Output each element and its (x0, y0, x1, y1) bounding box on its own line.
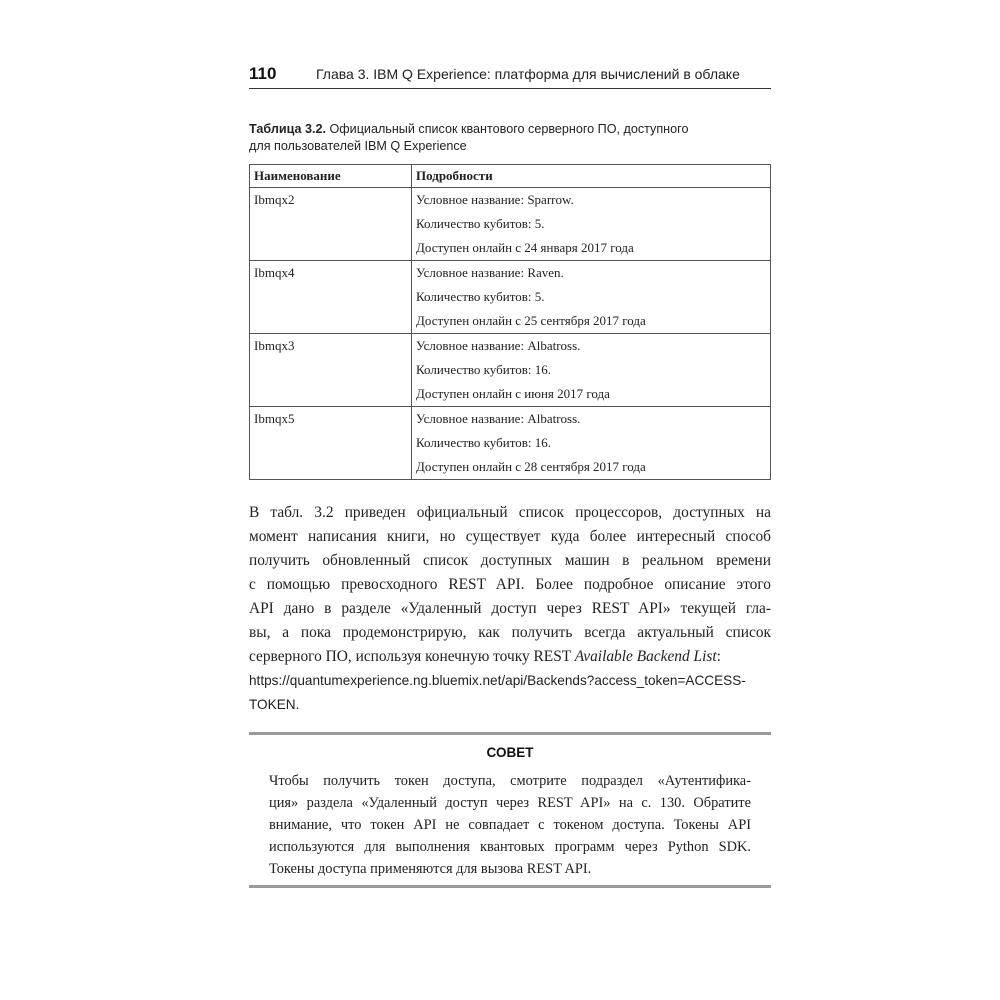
backend-details (412, 261, 771, 334)
endpoint-url-end: TOKEN. (249, 697, 300, 712)
tip-line: Чтобы получить токен доступа, смотрите подраздел «Аутентифика- (269, 773, 751, 789)
tip-line: внимание, что токен API не совпадает с токеном доступа. Токены API (269, 817, 751, 833)
detail-online-date: Доступен онлайн с июня 2017 года (416, 386, 610, 401)
detail-qubits: Количество кубитов: 16. (416, 362, 551, 377)
table-caption (249, 121, 771, 155)
detail-codename: Условное название: Albatross. (416, 411, 581, 426)
table-row (250, 261, 771, 334)
endpoint-name: Available Backend List (574, 648, 717, 665)
paragraph-line-text: серверного ПО, используя конечную точку REST (249, 648, 575, 665)
table-caption-label: Таблица 3.2. (249, 122, 326, 136)
header-details: Подробности (412, 165, 771, 188)
detail-codename: Условное название: Albatross. (416, 338, 581, 353)
tip-line: Токены доступа применяются для вызова REST API. (269, 861, 592, 877)
tip-line: ция» раздела «Удаленный доступ через REST API» на с. 130. Обратите (269, 795, 751, 811)
table-row (250, 334, 771, 407)
paragraph-line: вы, а пока продемонстрирую, как получить всегда актуальный список (249, 624, 771, 641)
backend-details (412, 188, 771, 261)
detail-qubits: Количество кубитов: 5. (416, 289, 545, 304)
endpoint-url-line (249, 693, 771, 717)
tip-box (249, 732, 771, 888)
backend-details (412, 334, 771, 407)
backend-name: Ibmqx2 (250, 188, 412, 261)
body-paragraph (249, 501, 771, 717)
table-header-row (250, 165, 771, 188)
table-caption-text-1: Официальный список квантового серверного ПО, доступного (329, 122, 689, 136)
endpoint-url-line (249, 669, 771, 693)
table-caption-line-1 (249, 121, 771, 138)
paragraph-line: момент написания книги, но существует куда более интересный способ (249, 528, 771, 545)
page-number: 110 (249, 64, 277, 83)
tip-line: используются для выполнения квантовых программ через Python SDK. (269, 839, 751, 855)
header-name: Наименование (250, 165, 412, 188)
detail-online-date: Доступен онлайн с 28 сентября 2017 года (416, 459, 646, 474)
paragraph-line (249, 645, 771, 669)
page-header (249, 62, 771, 89)
table-row (250, 188, 771, 261)
detail-online-date: Доступен онлайн с 25 сентября 2017 года (416, 313, 646, 328)
table-caption-text-2: для пользователей IBM Q Experience (249, 139, 467, 153)
endpoint-url: https://quantumexperience.ng.bluemix.net/api/Backends?access_token=ACCESS- (249, 673, 746, 688)
backend-name: Ibmqx4 (250, 261, 412, 334)
tip-body (269, 770, 751, 880)
detail-qubits: Количество кубитов: 16. (416, 435, 551, 450)
table-row (250, 407, 771, 480)
backend-details (412, 407, 771, 480)
detail-qubits: Количество кубитов: 5. (416, 216, 545, 231)
paragraph-line: В табл. 3.2 приведен официальный список процессоров, доступных на (249, 504, 771, 521)
detail-online-date: Доступен онлайн с 24 января 2017 года (416, 240, 634, 255)
paragraph-line: с помощью превосходного REST API. Более подробное описание этого (249, 576, 771, 593)
paragraph-colon: : (716, 648, 721, 665)
paragraph-line: API дано в разделе «Удаленный доступ через REST API» текущей гла- (249, 600, 771, 617)
detail-codename: Условное название: Sparrow. (416, 192, 574, 207)
detail-codename: Условное название: Raven. (416, 265, 564, 280)
backend-table (249, 164, 771, 480)
backend-name: Ibmqx5 (250, 407, 412, 480)
backend-name: Ibmqx3 (250, 334, 412, 407)
tip-title: СОВЕТ (486, 745, 534, 760)
paragraph-line: получить обновленный список доступных машин в реальном времени (249, 552, 771, 569)
chapter-title: Глава 3. IBM Q Experience: платформа для вычислений в облаке (316, 66, 740, 82)
